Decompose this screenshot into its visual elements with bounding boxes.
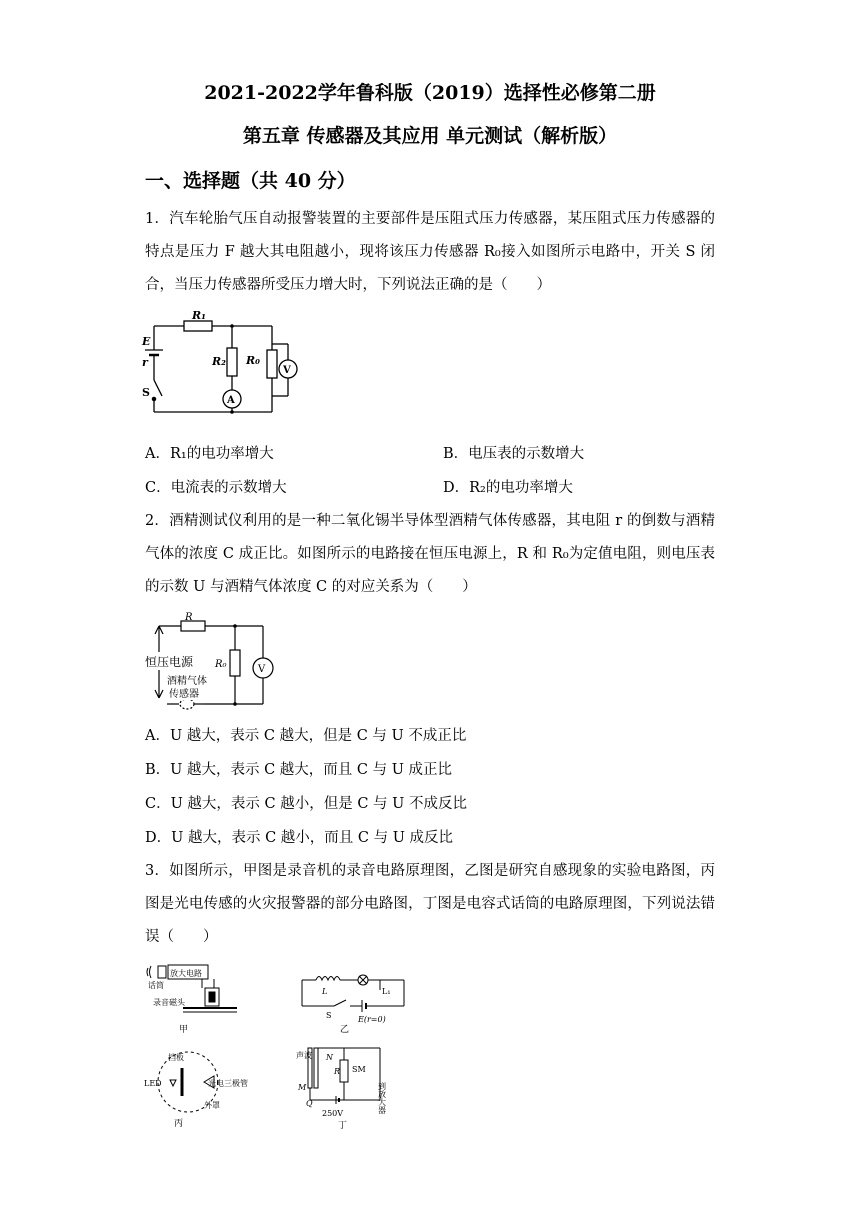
q1-option-b[interactable]: B．电压表的示数增大 — [443, 446, 585, 462]
label-r2: R₂ — [212, 355, 226, 368]
question-1-circuit-figure — [140, 308, 310, 420]
caption-yi: 乙 — [340, 1025, 350, 1035]
figure-yi — [296, 962, 414, 1044]
caption-bing: 丙 — [174, 1119, 184, 1129]
label-e: E — [142, 335, 151, 348]
label-baffle: 挡板 — [168, 1053, 184, 1062]
label-source: 恒压电源 — [145, 655, 194, 669]
document-title: 2021-2022学年鲁科版（2019）选择性必修第二册 — [204, 82, 656, 104]
label-r1: R₁ — [192, 309, 206, 322]
label-diode: 光电三极管 — [208, 1079, 248, 1088]
label-r: R — [185, 612, 193, 623]
label-m: M — [298, 1083, 307, 1092]
label-sensor-1: 酒精气体 — [167, 676, 207, 687]
figure-ding — [296, 1042, 396, 1132]
label-n: N — [326, 1053, 333, 1062]
label-sensor-2: 传感器 — [169, 689, 199, 700]
voltmeter-icon: V — [283, 365, 291, 376]
q2-option-c[interactable]: C．U 越大，表示 C 越小，但是 C 与 U 不成反比 — [145, 796, 467, 812]
label-s: S — [326, 1011, 332, 1020]
label-l1: L₁ — [382, 987, 391, 996]
label-mic: 话筒 — [148, 981, 164, 990]
label-r0: R₀ — [215, 659, 227, 670]
q2-option-b[interactable]: B．U 越大，表示 C 越大，而且 C 与 U 成正比 — [145, 762, 453, 778]
ammeter-icon: A — [227, 395, 235, 406]
q1-option-a[interactable]: A．R₁的电功率增大 — [145, 446, 274, 462]
document-subtitle: 第五章 传感器及其应用 单元测试（解析版） — [242, 125, 618, 147]
label-e: E(r=0) — [358, 1015, 386, 1024]
question-2-stem: 2．酒精测试仪利用的是一种二氧化锡半导体型酒精气体传感器，其电阻 r 的倒数与酒精气体的浓度 C 成正比。如图所示的电路接在恒压电源上，R 和 R₀为定值电阻，则电压表的示数 U 与酒精气体浓度 C 的对应关系为（ ） — [145, 513, 715, 595]
label-head: 录音磁头 — [153, 998, 185, 1007]
label-led: LED — [144, 1079, 162, 1088]
figure-jia — [145, 962, 245, 1040]
label-wave: 声波 — [296, 1051, 312, 1060]
label-l: L — [322, 987, 328, 996]
label-q: Q — [306, 1099, 313, 1108]
question-3-stem: 3．如图所示，甲图是录音机的录音电路原理图，乙图是研究自感现象的实验电路图，丙图是光电传感的火灾报警器的部分电路图，丁图是电容式话筒的电路原理图，下列说法错误（ ） — [145, 863, 715, 945]
voltmeter-icon: V — [258, 664, 266, 675]
q2-option-d[interactable]: D．U 越大，表示 C 越小，而且 C 与 U 成反比 — [145, 830, 454, 846]
figure-bing — [142, 1046, 262, 1130]
label-s: S — [142, 386, 150, 399]
label-voltage: 250V — [322, 1109, 344, 1118]
label-r: R — [334, 1067, 341, 1076]
label-sm: SM — [352, 1065, 366, 1074]
label-to-amp: 到放大器 — [377, 1082, 387, 1114]
caption-ding: 丁 — [338, 1121, 348, 1131]
q1-option-c[interactable]: C．电流表的示数增大 — [145, 480, 287, 496]
q2-option-a[interactable]: A．U 越大，表示 C 越大，但是 C 与 U 不成正比 — [145, 728, 467, 744]
label-cover: 外罩 — [204, 1101, 220, 1110]
label-r: r — [142, 356, 148, 369]
label-r0: R₀ — [246, 354, 260, 367]
section-heading: 一、选择题（共 40 分） — [145, 170, 356, 192]
question-1-stem: 1．汽车轮胎气压自动报警装置的主要部件是压阻式压力传感器，某压阻式压力传感器的特点是压力 F 越大其电阻越小，现将该压力传感器 R₀接入如图所示电路中，开关 S 闭合，当压力传感器所受压力增大时，下列说法正确的是（ ） — [145, 211, 715, 293]
question-2-circuit-figure — [143, 612, 278, 712]
q1-option-d[interactable]: D．R₂的电功率增大 — [443, 480, 573, 496]
label-amp: 放大电路 — [170, 969, 202, 978]
caption-jia: 甲 — [179, 1025, 189, 1035]
